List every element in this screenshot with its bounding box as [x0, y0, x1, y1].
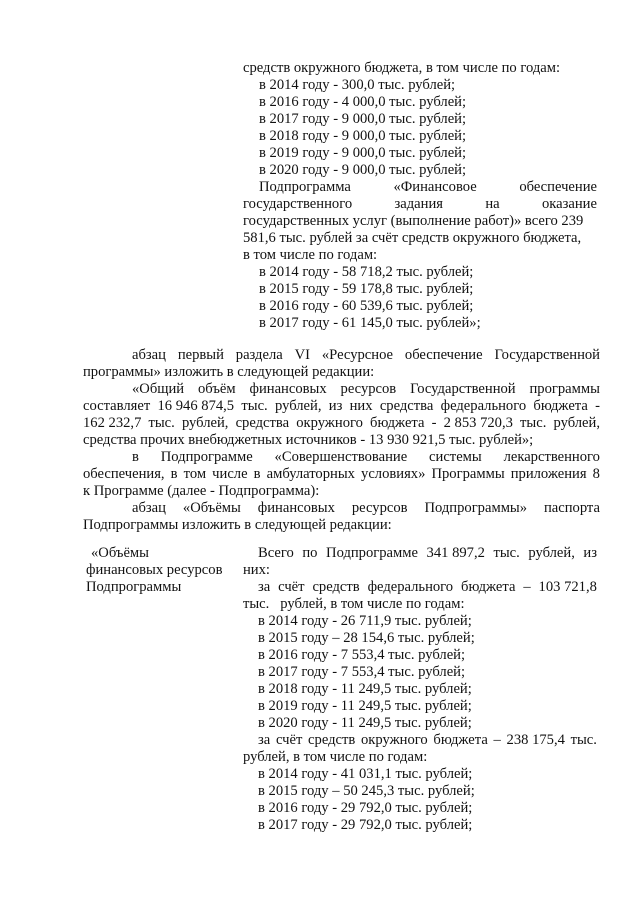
word: задания: [394, 196, 443, 212]
year-line: в 2019 году - 11 249,5 тыс. рублей;: [258, 698, 472, 714]
word: средств: [312, 579, 360, 595]
word: тыс.: [493, 545, 520, 561]
word: -: [431, 415, 437, 431]
word: средств: [308, 732, 356, 748]
year-line: в 2015 году – 28 154,6 тыс. рублей;: [258, 630, 475, 646]
word: 103 721,8: [538, 579, 597, 595]
word: 8: [592, 466, 600, 482]
word: ресурсов: [340, 381, 397, 397]
paragraph-line: [132, 347, 600, 364]
word: за: [258, 732, 271, 748]
word: обеспечение: [404, 347, 483, 363]
word: рублей,: [274, 398, 322, 414]
paragraph-line: [83, 466, 600, 483]
year-line: в 2016 году - 4 000,0 тыс. рублей;: [259, 94, 467, 110]
year-line: в 2014 году - 300,0 тыс. рублей;: [259, 77, 456, 93]
year-line: в 2017 году - 29 792,0 тыс. рублей;: [258, 817, 473, 833]
word: рублей,: [553, 415, 600, 431]
year-line: в 2014 году - 58 718,2 тыс. рублей;: [259, 264, 474, 280]
word: из: [328, 398, 343, 414]
word: финансовых: [249, 381, 327, 397]
year-line: в 2017 году - 9 000,0 тыс. рублей;: [259, 111, 467, 127]
paragraph-line: [83, 398, 600, 415]
word: тыс.: [570, 732, 597, 748]
word: «Совершенствование: [274, 449, 408, 465]
word: тыс.: [148, 415, 175, 431]
table-right-line: [258, 732, 597, 749]
word: «Ресурсное: [321, 347, 394, 363]
word: Государственной: [494, 347, 600, 363]
word: лекарственного: [503, 449, 600, 465]
word: абзац: [132, 500, 166, 516]
year-line: в 2017 году - 61 145,0 тыс. рублей»;: [259, 315, 481, 331]
word: бюджета: [433, 732, 488, 748]
year-line: в 2019 году - 9 000,0 тыс. рублей;: [259, 145, 467, 161]
word: -: [595, 398, 600, 414]
word: составляет: [83, 398, 151, 414]
table-right-line: них:: [243, 562, 270, 578]
word: VI: [294, 347, 310, 363]
word: амбулаторных: [266, 466, 355, 482]
year-line: в 2016 году - 60 539,6 тыс. рублей;: [259, 298, 474, 314]
year-line: в 2015 году - 59 178,8 тыс. рублей;: [259, 281, 474, 297]
word: бюджета: [461, 579, 516, 595]
word: первый: [177, 347, 224, 363]
word: тыс.: [520, 415, 547, 431]
word: тыс.: [241, 398, 268, 414]
word: окружного: [360, 732, 428, 748]
word: Подпрограмме: [326, 545, 418, 561]
word: за: [258, 579, 271, 595]
word: рублей,: [528, 545, 575, 561]
word: рублей,: [181, 415, 229, 431]
year-line: в 2017 году - 7 553,4 тыс. рублей;: [258, 664, 466, 680]
year-line: в 2016 году - 7 553,4 тыс. рублей;: [258, 647, 466, 663]
subprogram-line: в том числе по годам:: [243, 247, 378, 263]
word: на: [485, 196, 500, 212]
paragraph-line: [132, 381, 600, 398]
word: бюджета: [370, 415, 425, 431]
word: –: [493, 732, 501, 748]
table-right-line: тыс. рублей, в том числе по годам:: [243, 596, 465, 612]
word: Подпрограммы»: [424, 500, 528, 516]
subprogram-line: [259, 179, 597, 196]
word: программы: [529, 381, 600, 397]
year-line: в 2020 году - 11 249,5 тыс. рублей;: [258, 715, 472, 731]
paragraph-line: средства прочих внебюджетных источников - 13 930 921,5 тыс. рублей»;: [83, 432, 534, 448]
word: «Общий: [132, 381, 185, 397]
table-left-cell: финансовых ресурсов: [86, 562, 223, 578]
table-right-line: [258, 579, 597, 596]
word: финансовых: [257, 500, 335, 516]
word: абзац: [132, 347, 166, 363]
word: в: [170, 466, 178, 482]
word: Программы: [431, 466, 505, 482]
table-left-cell: Подпрограммы: [86, 579, 182, 595]
word: паспорта: [543, 500, 600, 516]
word: 341 897,2: [426, 545, 485, 561]
table-left-cell: «Объёмы: [91, 545, 149, 561]
subprogram-line: [243, 196, 597, 213]
word: в: [253, 466, 261, 482]
word: федерального: [367, 579, 454, 595]
word: системы: [429, 449, 482, 465]
word: счёт: [278, 579, 305, 595]
year-line: в 2018 году - 11 249,5 тыс. рублей;: [258, 681, 472, 697]
word: счёт: [275, 732, 303, 748]
word: оказание: [541, 196, 597, 212]
top-line: средств окружного бюджета, в том числе по годам:: [243, 60, 561, 76]
year-line: в 2016 году - 29 792,0 тыс. рублей;: [258, 800, 473, 816]
word: условиях»: [361, 466, 426, 482]
word: 238 175,4: [506, 732, 565, 748]
word: Подпрограмме: [160, 449, 253, 465]
word: бюджета: [533, 398, 588, 414]
paragraph-line: [83, 415, 600, 432]
word: федерального: [440, 398, 527, 414]
year-line: в 2018 году - 9 000,0 тыс. рублей;: [259, 128, 467, 144]
year-line: в 2020 году - 9 000,0 тыс. рублей;: [259, 162, 467, 178]
word: обеспечение: [519, 179, 597, 195]
word: государственного: [243, 196, 353, 212]
word: 16 946 874,5: [157, 398, 235, 414]
paragraph-line: [132, 500, 600, 517]
word: средства: [379, 398, 434, 414]
subprogram-line: государственных услуг (выполнение работ)» всего 239: [243, 213, 584, 229]
word: «Финансовое: [393, 179, 477, 195]
word: Подпрограмма: [259, 179, 351, 195]
word: числе: [212, 466, 248, 482]
word: окружного: [296, 415, 363, 431]
paragraph-line: к Программе (далее - Подпрограмма):: [83, 483, 320, 499]
paragraph-line: программы» изложить в следующей редакции:: [83, 364, 375, 380]
word: в: [132, 449, 139, 465]
year-line: в 2015 году – 50 245,3 тыс. рублей;: [258, 783, 475, 799]
word: из: [583, 545, 597, 561]
table-right-line: [258, 545, 597, 562]
word: –: [523, 579, 531, 595]
paragraph-line: [132, 449, 600, 466]
table-right-line: рублей, в том числе по годам:: [243, 749, 428, 765]
year-line: в 2014 году - 26 711,9 тыс. рублей;: [258, 613, 472, 629]
word: ресурсов: [351, 500, 408, 516]
word: средства: [235, 415, 290, 431]
word: 2 853 720,3: [443, 415, 513, 431]
word: том: [183, 466, 207, 482]
word: Всего: [258, 545, 294, 561]
word: объём: [198, 381, 236, 397]
word: 162 232,7: [83, 415, 142, 431]
subprogram-line: 581,6 тыс. рублей за счёт средств окружного бюджета,: [243, 230, 582, 246]
paragraph-line: Подпрограммы изложить в следующей редакции:: [83, 517, 392, 533]
word: Государственной: [410, 381, 516, 397]
year-line: в 2014 году - 41 031,1 тыс. рублей;: [258, 766, 473, 782]
word: «Объёмы: [182, 500, 241, 516]
word: раздела: [235, 347, 283, 363]
word: обеспечения,: [83, 466, 165, 482]
word: приложения: [510, 466, 587, 482]
word: них: [349, 398, 373, 414]
word: по: [302, 545, 318, 561]
